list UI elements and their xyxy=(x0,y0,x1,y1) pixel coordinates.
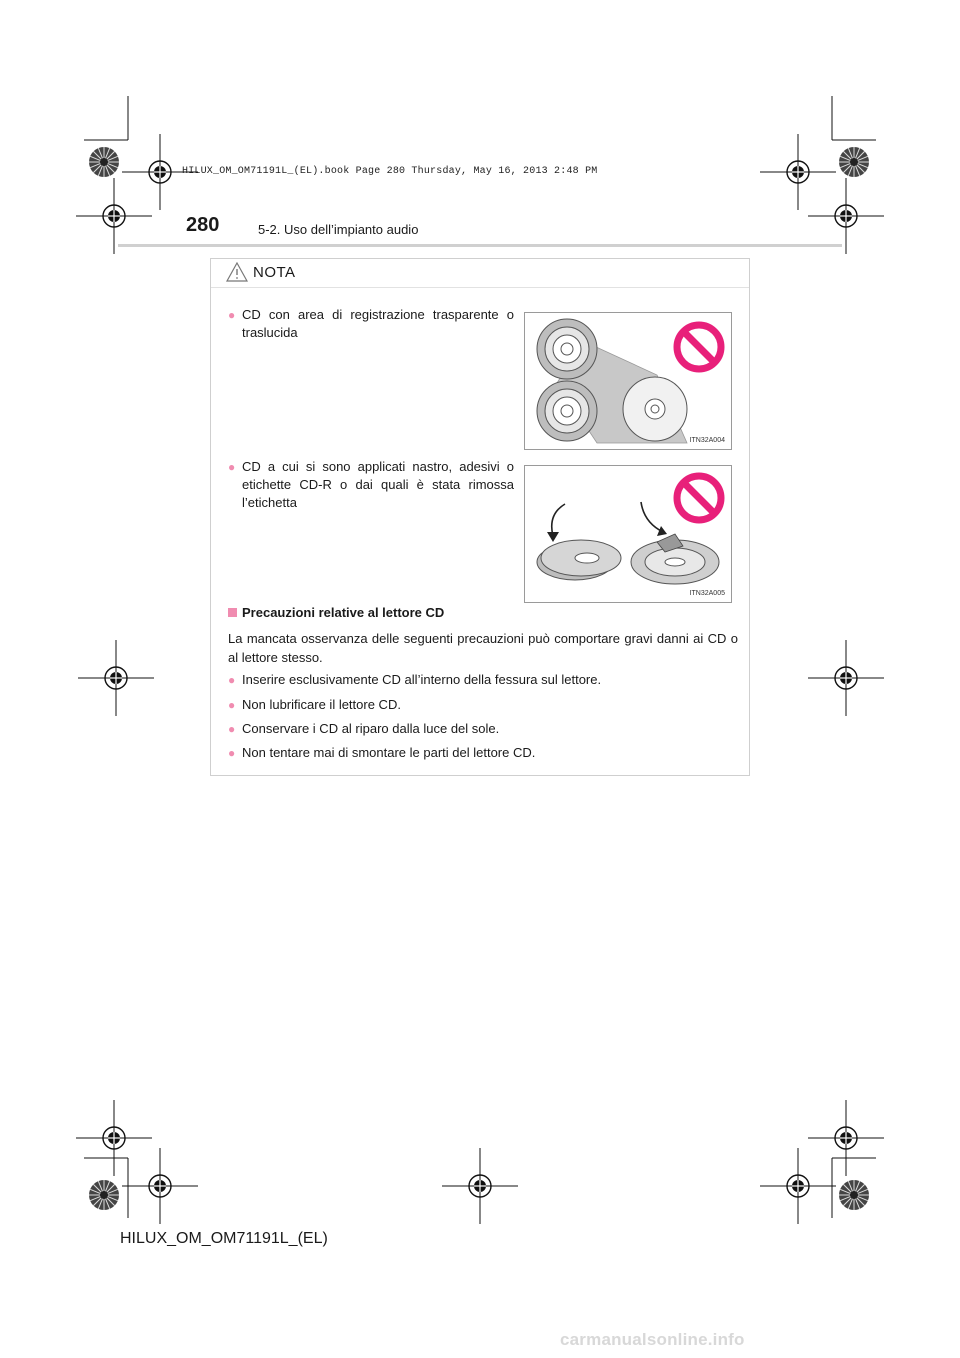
square-bullet-icon xyxy=(228,608,237,617)
figure-code: ITN32A004 xyxy=(689,437,725,444)
list-item-text: Non lubrificare il lettore CD. xyxy=(242,697,401,712)
cd-disc-top xyxy=(537,319,597,379)
nota-item-transparent-cd xyxy=(228,306,514,342)
print-info-line: HILUX_OM_OM71191L_(EL).book Page 280 Thursday, May 16, 2013 2:48 PM xyxy=(182,166,598,177)
header-rule xyxy=(118,244,842,247)
watermark: carmanualsonline.info xyxy=(560,1330,745,1349)
list-item xyxy=(228,721,499,736)
list-item-text: Conservare i CD al riparo dalla luce del sole. xyxy=(242,721,500,736)
precautions-heading: Precauzioni relative al lettore CD xyxy=(242,605,445,620)
section-title: 5-2. Uso dell’impianto audio xyxy=(258,222,419,237)
transparent-cd-illustration xyxy=(525,313,731,449)
bullet-icon: ● xyxy=(228,698,236,712)
cd-disc-peeled xyxy=(537,540,621,580)
bullet-icon: ● xyxy=(228,673,236,687)
nota-item-text: CD con area di registrazione trasparente o traslucida xyxy=(242,307,514,340)
nota-label: NOTA xyxy=(253,264,296,281)
nota-item-text: CD a cui si sono applicati nastro, adesivi o etichette CD-R o dai quali è stata rimossa l’etichetta xyxy=(242,459,514,510)
footer-doc-code: HILUX_OM_OM71191L_(EL) xyxy=(120,1230,328,1247)
list-item-text: Non tentare mai di smontare le parti del lettore CD. xyxy=(242,745,536,760)
label-cd-illustration xyxy=(525,466,731,602)
warning-triangle-icon xyxy=(226,262,248,282)
page-number: 280 xyxy=(186,214,220,236)
precautions-paragraph: La mancata osservanza delle seguenti precauzioni può comportare gravi danni ai CD o al lettore stesso. xyxy=(228,631,738,665)
bullet-icon: ● xyxy=(228,722,236,736)
bullet-icon: ● xyxy=(228,746,236,760)
prohibited-icon xyxy=(677,325,721,369)
figure-transparent-cd xyxy=(524,312,732,450)
nota-item-label-cd xyxy=(228,458,514,512)
cd-disc-translucent xyxy=(623,377,687,441)
list-item-text: Inserire esclusivamente CD all’interno della fessura sul lettore. xyxy=(242,672,602,687)
bullet-icon: ● xyxy=(228,308,236,322)
figure-code: ITN32A005 xyxy=(689,590,725,597)
cd-disc-with-tape xyxy=(631,534,719,584)
list-item xyxy=(228,672,601,687)
bullet-icon: ● xyxy=(228,460,236,474)
prohibited-icon xyxy=(677,476,721,520)
cd-disc-bottom xyxy=(537,381,597,441)
figure-label-cd xyxy=(524,465,732,603)
list-item xyxy=(228,697,401,712)
list-item xyxy=(228,745,535,760)
